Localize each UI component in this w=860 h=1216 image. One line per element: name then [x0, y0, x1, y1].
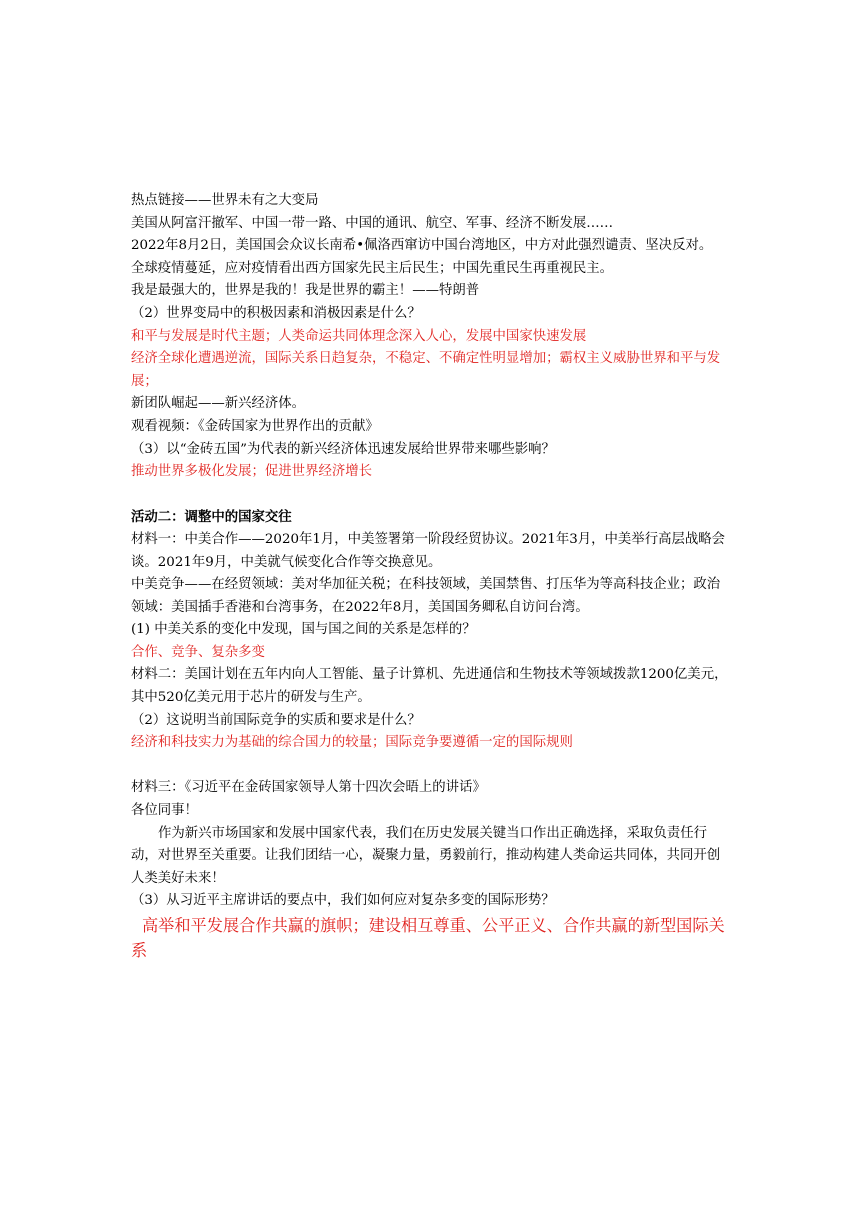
material-3-title: 材料三：《习近平在金砖国家领导人第十四次会晤上的讲话》	[131, 780, 486, 796]
new-team-line: 新团队崛起——新兴经济体。	[131, 396, 306, 412]
activity-answer-1: 合作、竞争、复杂多变	[131, 644, 265, 660]
question-3: （3）以“金砖五国”为代表的新兴经济体迅速发展给世界带来哪些影响？	[131, 441, 555, 457]
material-2: 材料二：美国计划在五年内向人工智能、量子计算机、先进通信和生物技术等领域拨款1200亿美元，其中520亿美元用于芯片的研发与生产。	[131, 667, 728, 706]
answer-3: 推动世界多极化发展；促进世界经济增长	[131, 464, 373, 480]
hot-link-title: 热点链接——世界未有之大变局	[131, 193, 319, 208]
hot-link-line-2: 2022年8月2日，美国国会众议长南希•佩洛西窜访中国台湾地区，中方对此强烈谴责、坚决反对。	[131, 238, 713, 254]
video-line: 观看视频：《金砖国家为世界作出的贡献》	[131, 418, 379, 434]
answer-2-positive: 和平与发展是时代主题；人类命运共同体理念深入人心，发展中国家快速发展	[131, 328, 587, 344]
activity-answer-3: 高举和平发展合作共赢的旗帜；建设相互尊重、公平正义、合作共赢的新型国际关系	[131, 916, 725, 960]
activity-question-2: （2）这说明当前国际竞争的实质和要求是什么？	[131, 712, 421, 728]
activity-2-title: 活动二：调整中的国家交往	[131, 509, 292, 526]
hot-link-line-4: 我是最强大的，世界是我的！我是世界的霸主！——特朗普	[131, 283, 480, 299]
activity-answer-2: 经济和科技实力为基础的综合国力的较量；国际竞争要遵循一定的国际规则	[131, 735, 573, 751]
hot-link-line-3: 全球疫情蔓延，应对疫情看出西方国家先民主后民生；中国先重民生再重视民主。	[131, 260, 614, 276]
document-page	[131, 190, 731, 963]
hot-link-line-1: 美国从阿富汗撤军、中国一带一路、中国的通讯、航空、军事、经济不断发展……	[131, 215, 614, 231]
question-2: （2）世界变局中的积极因素和消极因素是什么？	[131, 305, 421, 321]
speech-body: 作为新兴市场国家和发展中国家代表，我们在历史发展关键当口作出正确选择，采取负责任行动，对世界至关重要。让我们团结一心，凝聚力量，勇毅前行，推动构建人类命运共同体，共同开创人类美好未来！	[131, 825, 721, 886]
material-1-competition: 中美竞争——在经贸领域：美对华加征关税；在科技领域，美国禁售、打压华为等高科技企业；政治领域：美国插手香港和台湾事务，在2022年8月，美国国务卿私自访问台湾。	[131, 577, 721, 615]
spacer	[131, 755, 731, 778]
material-1-cooperation: 材料一：中美合作——2020年1月，中美签署第一阶段经贸协议。2021年3月，中美举行高层战略会谈。2021年9月，中美就气候变化合作等交换意见。	[131, 531, 726, 570]
speech-greeting: 各位同事！	[131, 803, 198, 819]
answer-2-negative: 经济全球化遭遇逆流，国际关系日趋复杂，不稳定、不确定性明显增加；霸权主义威胁世界和平与发展；	[131, 351, 721, 389]
activity-question-3: （3）从习近平主席讲话的要点中，我们如何应对复杂多变的国际形势？	[131, 893, 555, 909]
spacer	[131, 484, 731, 507]
activity-question-1: (1) 中美关系的变化中发现，国与国之间的关系是怎样的？	[131, 622, 476, 638]
